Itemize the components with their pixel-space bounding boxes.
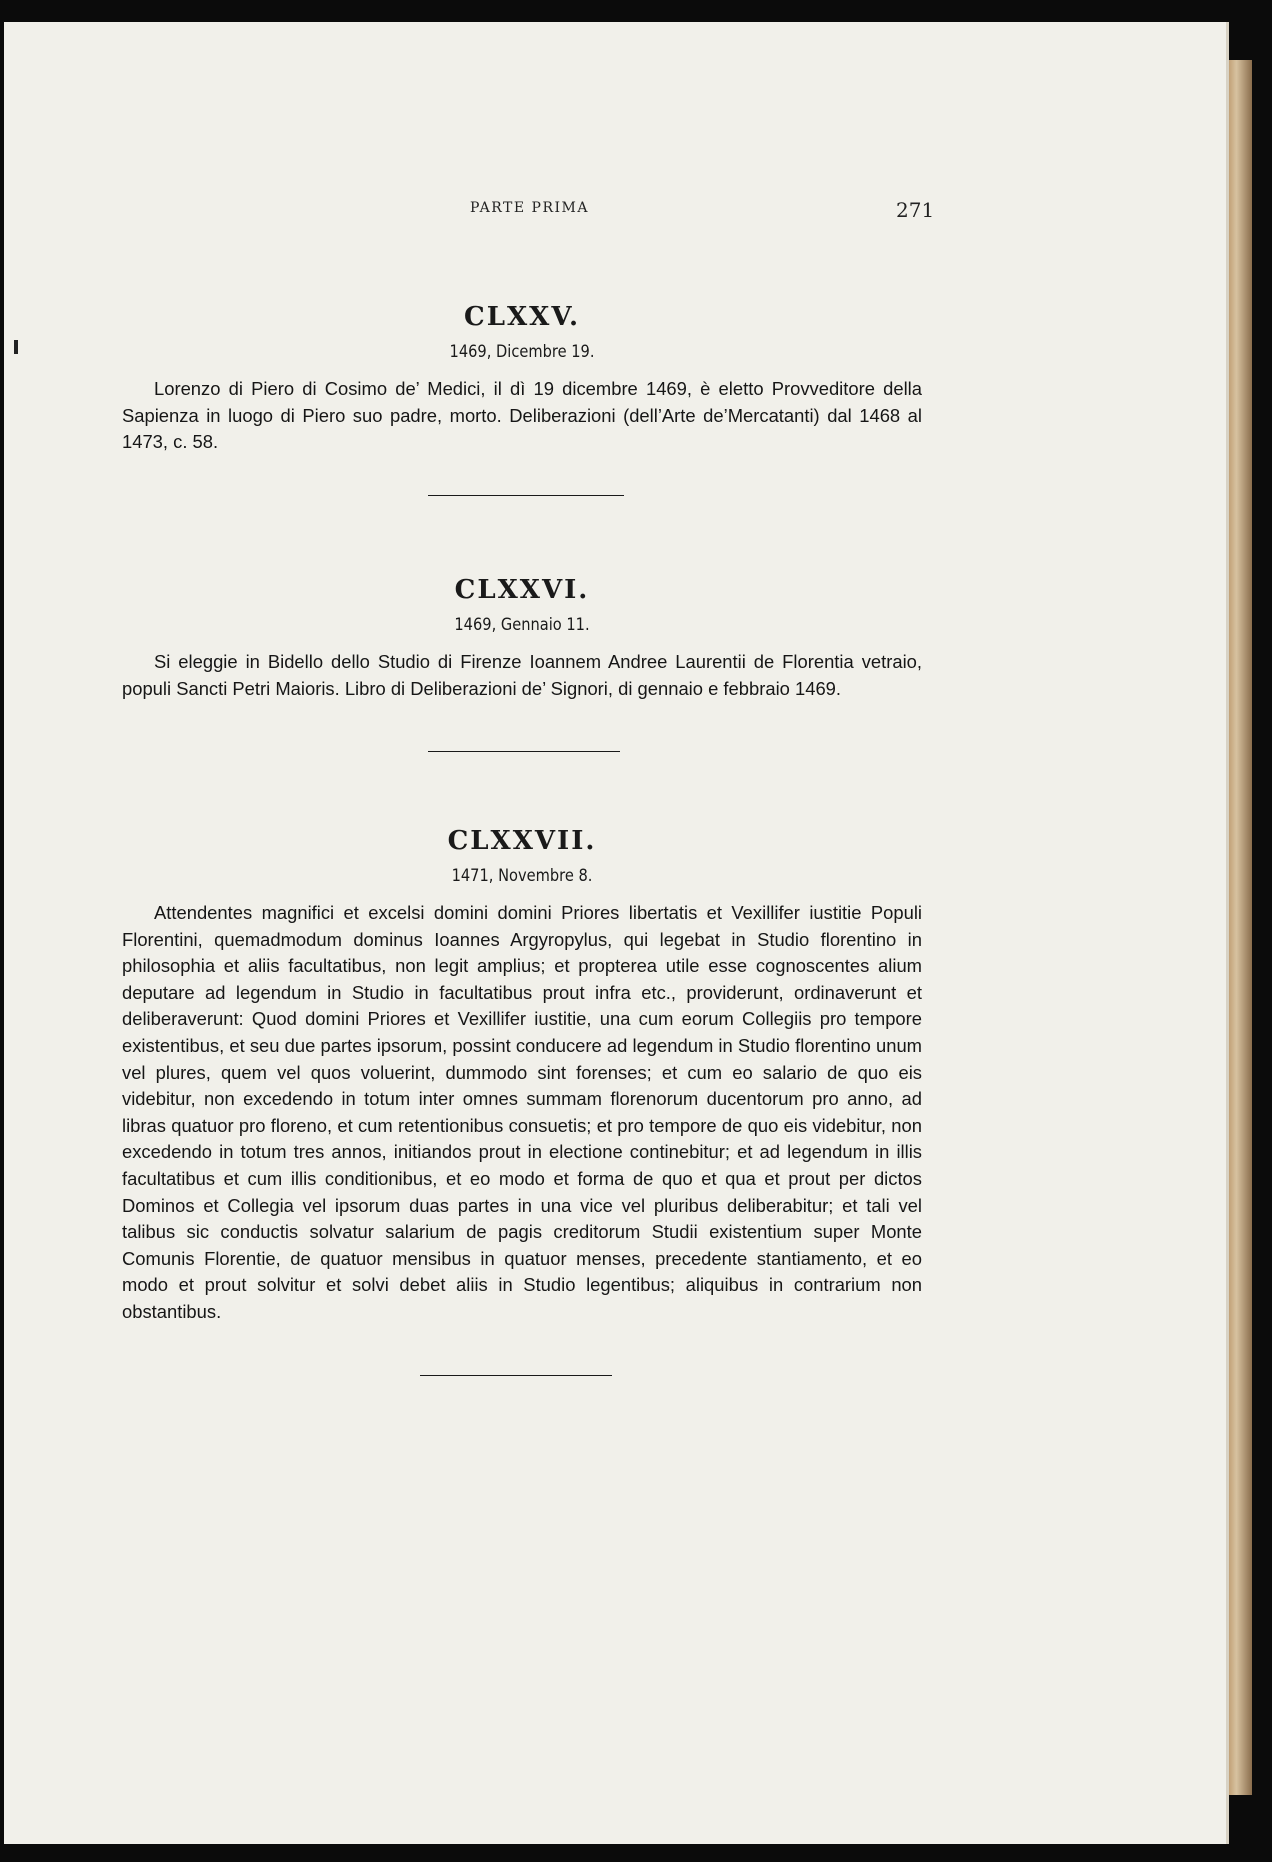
page-edge — [1226, 60, 1252, 1795]
section-date: 1469, Gennaio 11. — [454, 615, 590, 635]
section-divider — [428, 751, 620, 752]
section-title: CLXXVI. — [454, 575, 590, 605]
margin-mark — [14, 340, 18, 354]
document-section-clxxv — [122, 302, 922, 456]
section-title: CLXXVII. — [447, 826, 597, 856]
document-section-clxxvi — [122, 575, 922, 702]
document-section-clxxvii — [122, 826, 922, 1326]
document-page — [4, 22, 1229, 1844]
section-body: Attendentes magnifici et excelsi domini domini Priores libertatis et Vexillifer iustitie Populi Florentini, quemadmodum dominus Ioannes Argyropylus, qui legebat in Studio florentino in philosophia et aliis facultatibus, non legit amplius; et propterea utile esse cognoscentes alium deputare ad legendum in Studio in facultatibus prout infra etc., providerunt, ordinaverunt et deliberaverunt: Quod domini Priores et Vexillifer iustitie, una cum eorum Collegiis pro tempore existentibus, et seu due partes ipsorum, possint conducere ad legendum in Studio florentino unum vel plures, quem vel quos voluerint, dummodo sint forenses; et cum eo salario de quo eis videbitur, non excedendo in totum inter omnes summam florenorum ducentorum pro anno, ad libras quatuor pro floreno, et cum retentionibus consuetis; et pro tempore de quo eis videbitur, non excedendo in totum tres annos, initiandos prout in electione continebitur; et ad legendum in illis facultatibus et cum illis conditionibus, et eo modo et forma de quo et qua et prout per dictos Dominos et Collegia vel ipsorum duas partes in una vice vel pluribus deliberabitur; et tali vel talibus sic conductis solvatur salarium de pagis creditorum Studii existentium super Monte Comunis Florentie, de quatuor mensibus in quatuor menses, precedente stantiamento, et eo modo et prout solvitur et solvi debet aliis in Studio legentibus; aliquibus in contrarium non obstantibus. — [122, 902, 922, 1322]
section-divider — [428, 495, 624, 496]
section-title: CLXXV. — [464, 302, 580, 332]
page-number: 271 — [896, 198, 935, 222]
section-body: Si eleggie in Bidello dello Studio di Firenze Ioannem Andree Laurentii de Florentia vetraio, populi Sancti Petri Maioris. Libro di Deliberazioni de’ Signori, di gennaio e febbraio 1469. — [122, 651, 922, 699]
section-divider — [420, 1375, 612, 1376]
section-body: Lorenzo di Piero di Cosimo de’ Medici, il dì 19 dicembre 1469, è eletto Provveditore della Sapienza in luogo di Piero suo padre, morto. Deliberazioni (dell’Arte de’Mercatanti) dal 1468 al 1473, c. 58. — [122, 378, 922, 453]
section-date: 1471, Novembre 8. — [451, 866, 593, 886]
section-date: 1469, Dicembre 19. — [449, 342, 595, 362]
running-head: PARTE PRIMA — [470, 200, 589, 216]
